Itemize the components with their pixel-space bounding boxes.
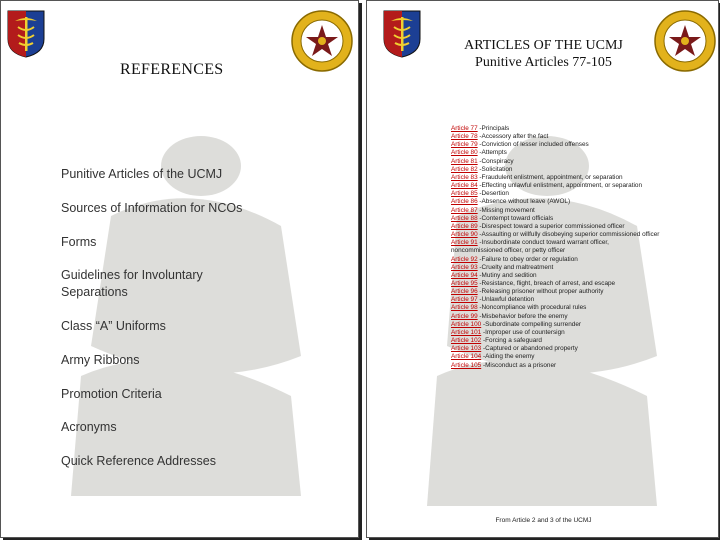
- article-item: [451, 215, 661, 223]
- article-link[interactable]: Article 82: [451, 165, 478, 173]
- article-description: -Principals: [477, 125, 510, 132]
- article-description: -Forcing a safeguard: [481, 337, 542, 345]
- article-link[interactable]: Article 77: [451, 125, 478, 132]
- article-description: -Solicitation: [477, 165, 513, 173]
- article-link[interactable]: Article 78: [451, 133, 478, 141]
- article-description: -Misconduct as a prisoner: [481, 361, 557, 369]
- reference-item[interactable]: [61, 166, 222, 183]
- article-item: [451, 313, 661, 321]
- article-link[interactable]: Article 99: [451, 312, 478, 320]
- article-description: -Missing movement: [477, 206, 535, 214]
- article-link[interactable]: Article 80: [451, 149, 478, 157]
- reference-item[interactable]: [61, 267, 203, 301]
- article-item: [451, 321, 661, 329]
- article-link[interactable]: Article 86: [451, 198, 478, 206]
- article-link[interactable]: Article 85: [451, 190, 478, 198]
- article-description: -Insubordinate conduct toward warrant officer, noncommissioned officer, or petty officer: [451, 239, 609, 255]
- article-link[interactable]: Article 90: [451, 231, 478, 239]
- article-item: [451, 174, 661, 182]
- article-item: [451, 125, 661, 133]
- article-link[interactable]: Article 98: [451, 304, 478, 312]
- article-item: [451, 337, 661, 345]
- article-item: [451, 207, 661, 215]
- article-item: [451, 231, 661, 239]
- article-link[interactable]: Article 83: [451, 173, 478, 181]
- reference-item-label: Quick Reference Addresses: [61, 454, 216, 468]
- article-description: -Conviction of lesser included offenses: [477, 141, 589, 149]
- article-item: [451, 166, 661, 174]
- article-link[interactable]: Article 100: [451, 320, 482, 328]
- article-description: -Attempts: [477, 149, 507, 157]
- reference-item-label: Sources of Information for NCOs: [61, 201, 243, 215]
- article-item: [451, 288, 661, 296]
- article-item: [451, 345, 661, 353]
- article-item: [451, 329, 661, 337]
- article-item: [451, 190, 661, 198]
- article-link[interactable]: Article 103: [451, 345, 482, 353]
- article-item: [451, 296, 661, 304]
- article-description: -Misbehavior before the enemy: [477, 312, 568, 320]
- page-title-line: ARTICLES OF THE UCMJ: [464, 38, 623, 53]
- article-link[interactable]: Article 95: [451, 279, 478, 287]
- article-link[interactable]: Article 105: [451, 361, 482, 369]
- article-item: [451, 362, 661, 370]
- reference-item[interactable]: [61, 318, 166, 335]
- article-description: -Disrespect toward a superior commissioned officer: [477, 222, 625, 230]
- article-item: [451, 149, 661, 157]
- article-link[interactable]: Article 102: [451, 337, 482, 345]
- article-link[interactable]: Article 79: [451, 141, 478, 149]
- article-item: [451, 223, 661, 231]
- article-link[interactable]: Article 94: [451, 271, 478, 279]
- article-item: [451, 141, 661, 149]
- reference-item[interactable]: [61, 200, 242, 217]
- article-item: [451, 158, 661, 166]
- article-description: -Releasing prisoner without proper authority: [477, 288, 604, 296]
- reference-item-label: Forms: [61, 235, 97, 249]
- article-link[interactable]: Article 89: [451, 222, 478, 230]
- article-description: -Conspiracy: [477, 157, 514, 165]
- article-description: -Improper use of countersign: [481, 328, 565, 336]
- reference-item[interactable]: [61, 352, 140, 369]
- article-description: -Noncompliance with procedural rules: [477, 304, 587, 312]
- article-description: -Aiding the enemy: [481, 353, 535, 361]
- article-link[interactable]: Article 101: [451, 328, 482, 336]
- article-description: -Desertion: [477, 190, 509, 198]
- ucmj-articles-page: [366, 0, 719, 538]
- article-link[interactable]: Article 84: [451, 182, 478, 190]
- article-link[interactable]: Article 93: [451, 263, 478, 271]
- article-item: [451, 256, 661, 264]
- article-description: -Effecting unlawful enlistment, appointment, or separation: [477, 182, 642, 190]
- article-item: [451, 280, 661, 288]
- article-item: [451, 304, 661, 312]
- article-description: -Captured or abandoned property: [481, 345, 578, 353]
- article-link[interactable]: Article 81: [451, 157, 478, 165]
- reference-item[interactable]: [61, 386, 162, 403]
- unit-crest-icon: [290, 9, 354, 73]
- article-description: -Fraudulent enlistment, appointment, or separation: [477, 173, 623, 181]
- article-list: [451, 125, 661, 370]
- article-link[interactable]: Article 87: [451, 206, 478, 214]
- article-link[interactable]: Article 96: [451, 288, 478, 296]
- article-description: -Failure to obey order or regulation: [477, 255, 578, 263]
- article-description: -Resistance, flight, breach of arrest, and escape: [477, 279, 616, 287]
- reference-item-label: Separations: [61, 285, 128, 299]
- article-item: [451, 133, 661, 141]
- article-link[interactable]: Article 104: [451, 353, 482, 361]
- article-item: [451, 182, 661, 190]
- article-link[interactable]: Article 88: [451, 214, 478, 222]
- page-title: REFERENCES: [120, 61, 224, 78]
- reference-item[interactable]: [61, 453, 216, 470]
- article-description: -Cruelty and maltreatment: [477, 263, 554, 271]
- article-item: [451, 353, 661, 361]
- footer-note: From Article 2 and 3 of the UCMJ: [495, 517, 592, 524]
- page-title: [367, 37, 719, 71]
- page-subtitle: Punitive Articles 77-105: [475, 55, 612, 70]
- article-link[interactable]: Article 97: [451, 296, 478, 304]
- article-description: -Mutiny and sedition: [477, 271, 537, 279]
- article-description: -Subordinate compelling surrender: [481, 320, 582, 328]
- references-page: [0, 0, 359, 538]
- reference-item-label: Army Ribbons: [61, 353, 140, 367]
- reference-item-label: Punitive Articles of the UCMJ: [61, 167, 223, 181]
- reference-item-label: Acronyms: [61, 420, 117, 434]
- reference-item-label: Class “A” Uniforms: [61, 319, 166, 333]
- reference-item-label: Guidelines for Involuntary: [61, 268, 203, 282]
- article-item: [451, 239, 661, 255]
- article-item: [451, 198, 661, 206]
- article-description: -Accessory after the fact: [477, 133, 549, 141]
- article-item: [451, 272, 661, 280]
- reference-item[interactable]: [61, 419, 117, 436]
- article-item: [451, 264, 661, 272]
- article-link[interactable]: Article 92: [451, 255, 478, 263]
- reference-item-label: Promotion Criteria: [61, 387, 162, 401]
- reference-item[interactable]: [61, 234, 96, 251]
- article-description: -Assaulting or willfully disobeying superior commissioned officer: [477, 231, 660, 239]
- article-description: -Absence without leave (AWOL): [477, 198, 571, 206]
- brigade-insignia-icon: [6, 9, 46, 59]
- article-description: -Contempt toward officials: [477, 214, 554, 222]
- article-link[interactable]: Article 91: [451, 239, 478, 247]
- article-description: -Unlawful detention: [477, 296, 535, 304]
